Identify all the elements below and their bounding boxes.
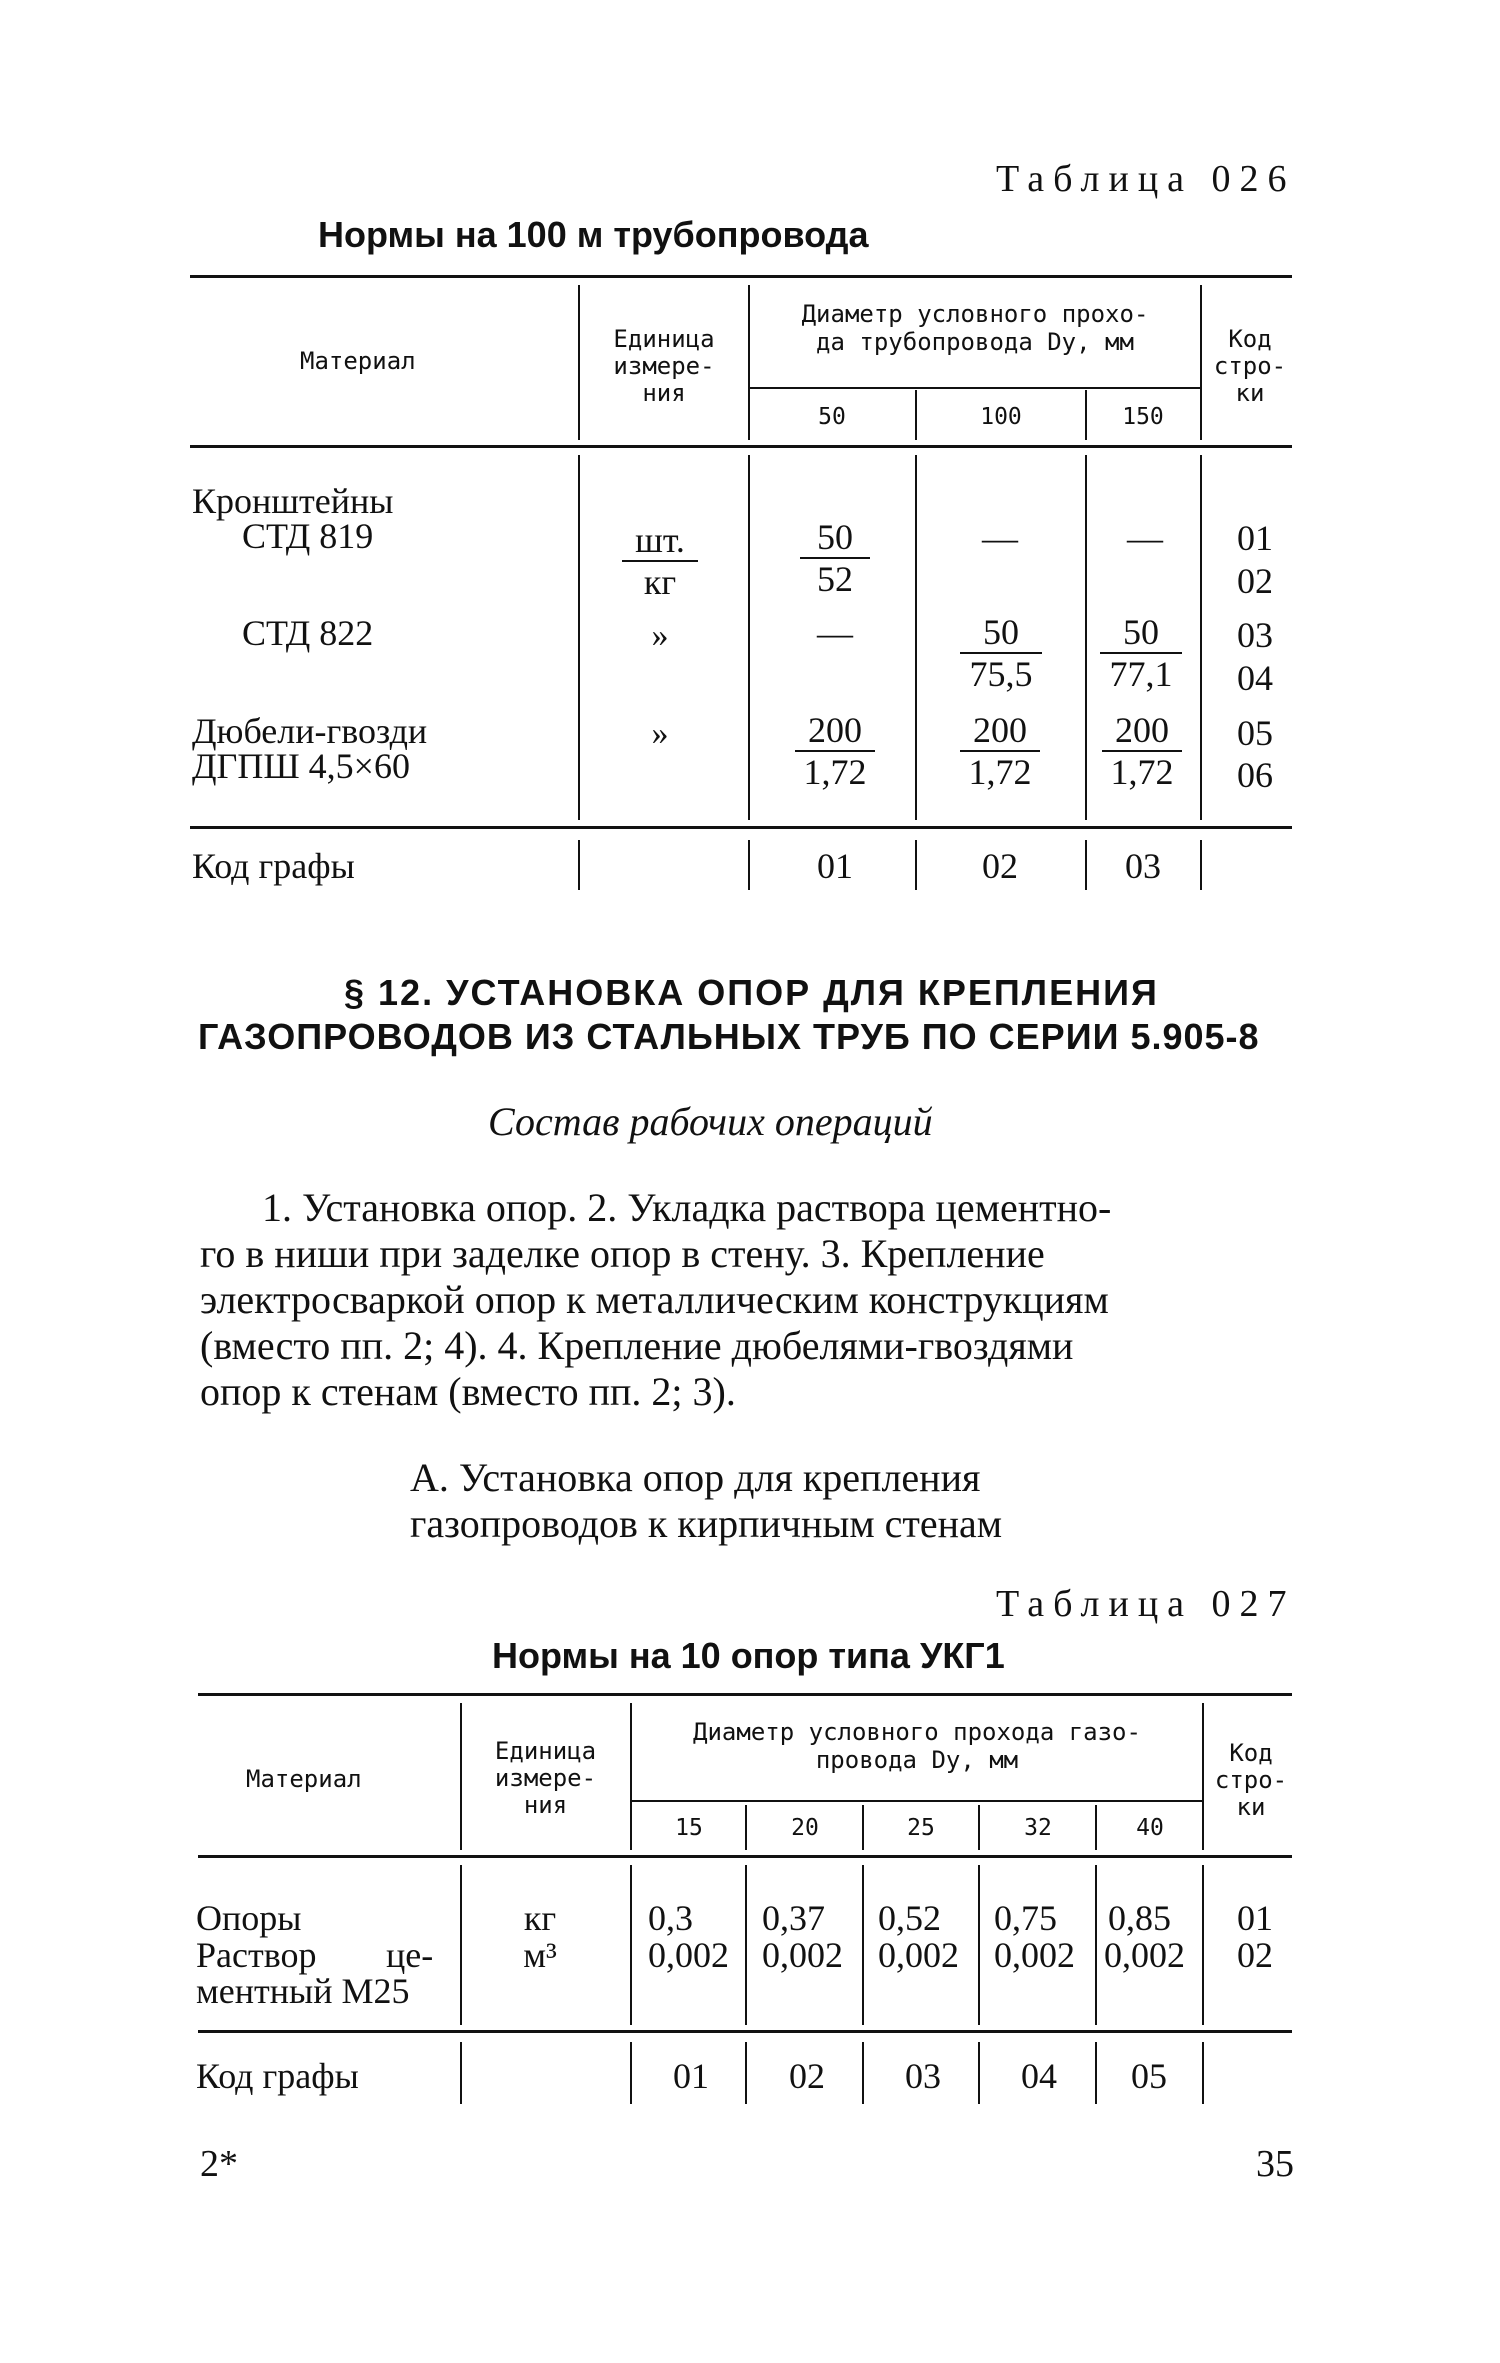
table-026-d-50: 50 <box>818 404 846 430</box>
table-cell: 0,52 <box>878 1898 941 1938</box>
value-fraction <box>960 710 1040 792</box>
table-027-vline <box>862 1805 864 1850</box>
material-brackets: Кронштейны <box>192 481 394 521</box>
table-026-d-100: 100 <box>980 404 1022 430</box>
row-code: 04 <box>1237 658 1273 698</box>
row-code: 03 <box>1237 615 1273 655</box>
table-027-diam-rule <box>630 1800 1202 1802</box>
table-026-code-header <box>1205 326 1295 407</box>
table-027-d-20: 20 <box>791 1815 819 1841</box>
table-027-vline <box>1202 2042 1204 2104</box>
unit-header-line: ния <box>523 1791 568 1819</box>
table-027-top-rule <box>198 1693 1292 1696</box>
subsection-line: А. Установка опор для крепления <box>410 1455 981 1500</box>
table-026-top-rule <box>190 275 1292 278</box>
table-cell: — <box>1127 518 1163 558</box>
row-code: 02 <box>1237 1935 1273 1975</box>
material-std-819: СТД 819 <box>242 516 374 556</box>
table-027-vline <box>745 2042 747 2104</box>
table-027-material-header: Материал <box>246 1765 362 1793</box>
row-code: 01 <box>1237 518 1273 558</box>
table-026-label: Таблица 026 <box>996 158 1296 200</box>
table-027-vline <box>1095 1865 1097 2025</box>
section-heading-line-1: § 12. УСТАНОВКА ОПОР ДЛЯ КРЕПЛЕНИЯ <box>344 972 1159 1013</box>
table-026-d-150: 150 <box>1122 404 1164 430</box>
signature-mark: 2* <box>200 2143 238 2185</box>
table-026-vline <box>915 390 917 440</box>
value-fraction <box>960 612 1042 694</box>
section-heading-line-2: ГАЗОПРОВОДОВ ИЗ СТАЛЬНЫХ ТРУБ ПО СЕРИИ 5.905-8 <box>198 1016 1260 1057</box>
page-number: 35 <box>1256 2143 1294 2185</box>
table-cell: 50 <box>1100 612 1182 654</box>
table-027-vline <box>745 1865 747 2025</box>
material-std-822: СТД 822 <box>242 613 374 653</box>
table-027-vline <box>460 1865 462 2025</box>
table-cell: 0,37 <box>762 1898 825 1938</box>
row-code: 01 <box>1237 1898 1273 1938</box>
table-cell: 1,72 <box>1110 752 1174 792</box>
table-026-vline <box>578 840 580 890</box>
column-code: 03 <box>1125 846 1161 886</box>
column-code: 03 <box>905 2056 941 2096</box>
table-027-unit-header <box>463 1738 628 1819</box>
ditto-mark: » <box>651 715 669 752</box>
table-cell: 50 <box>800 517 870 559</box>
table-cell: 77,1 <box>1109 654 1173 694</box>
row-code: 02 <box>1237 561 1273 601</box>
table-027-d-40: 40 <box>1136 1815 1164 1841</box>
paragraph-line: опор к стенам (вместо пп. 2; 3). <box>200 1369 736 1414</box>
table-cell: 200 <box>960 710 1040 752</box>
table-cell: 0,002 <box>762 1935 843 1975</box>
table-026-material-header: Материал <box>300 347 416 375</box>
table-027-vline <box>862 1865 864 2025</box>
unit-pieces: шт. <box>622 520 698 562</box>
table-cell: 200 <box>795 710 875 752</box>
table-027-d-15: 15 <box>675 1815 703 1841</box>
row-code: 06 <box>1237 755 1273 795</box>
table-027-code-header <box>1207 1740 1295 1821</box>
unit-fraction <box>622 520 698 602</box>
column-code: 02 <box>982 846 1018 886</box>
code-header-line: ки <box>1236 1793 1266 1821</box>
table-027-body-rule <box>198 2030 1292 2033</box>
column-code: 02 <box>789 2056 825 2096</box>
table-027-vline <box>1095 1805 1097 1850</box>
material-mortar-hyphen: це- <box>386 1935 434 1975</box>
ditto-mark: » <box>651 617 669 654</box>
column-code: 04 <box>1021 2056 1057 2096</box>
table-027-vline <box>978 1805 980 1850</box>
paragraph-line: электросваркой опор к металлическим конструкциям <box>200 1277 1109 1322</box>
table-027-d-32: 32 <box>1024 1815 1052 1841</box>
table-cell: 1,72 <box>803 752 867 792</box>
table-cell: 0,002 <box>878 1935 959 1975</box>
table-027-vline <box>460 2042 462 2104</box>
diameter-header-line: да трубопровода Dу, мм <box>816 328 1134 356</box>
table-cell: 0,75 <box>994 1898 1057 1938</box>
paragraph-line: (вместо пп. 2; 4). 4. Крепление дюбелями-гвоздями <box>200 1323 1074 1368</box>
table-027-d-25: 25 <box>907 1815 935 1841</box>
material-mortar: Раствор <box>196 1935 317 1975</box>
table-cell: — <box>982 518 1018 558</box>
table-026-vline <box>1200 285 1202 440</box>
subheading-operations: Состав рабочих операций <box>488 1099 933 1144</box>
column-code: 05 <box>1131 2056 1167 2096</box>
table-cell: 0,3 <box>648 1898 693 1938</box>
table-027-diameter-header <box>634 1718 1200 1774</box>
table-cell: 200 <box>1102 710 1182 752</box>
unit-kg: кг <box>643 562 677 602</box>
table-027-vline <box>862 2042 864 2104</box>
table-027-vline <box>978 1865 980 2025</box>
unit-header-line: Единица <box>494 1737 597 1765</box>
table-026-vline <box>1085 390 1087 440</box>
material-dgpsh: ДГПШ 4,5×60 <box>192 746 410 786</box>
table-026-head-rule <box>190 445 1292 448</box>
table-026-body-rule <box>190 826 1292 829</box>
table-cell: 0,85 <box>1108 1898 1171 1938</box>
code-header-line: стро- <box>1214 1766 1288 1794</box>
table-027-vline <box>1202 1703 1204 1850</box>
code-header-line: ки <box>1235 379 1265 407</box>
table-027-title: Нормы на 10 опор типа УКГ1 <box>492 1635 1005 1676</box>
table-cell: — <box>817 613 853 653</box>
table-026-vline <box>1085 840 1087 890</box>
table-026-vline <box>748 285 750 440</box>
subsection-line: газопроводов к кирпичным стенам <box>410 1501 1003 1546</box>
table-027-footer-label: Код графы <box>196 2056 359 2096</box>
table-cell: 75,5 <box>969 654 1033 694</box>
table-026-title: Нормы на 100 м трубопровода <box>318 214 869 255</box>
value-fraction <box>1102 710 1182 792</box>
table-027-vline <box>1202 1865 1204 2025</box>
diameter-header-line: Диаметр условного прохо- <box>801 300 1149 328</box>
table-026-vline <box>578 455 580 820</box>
material-supports: Опоры <box>196 1898 302 1938</box>
table-026-vline <box>915 455 917 820</box>
material-mortar-grade: ментный М25 <box>196 1971 410 2011</box>
table-027-vline <box>630 1703 632 1850</box>
table-cell: 50 <box>960 612 1042 654</box>
paragraph-line: го в ниши при заделке опор в стену. 3. Крепление <box>200 1231 1045 1276</box>
table-027-vline <box>460 1703 462 1850</box>
table-027-head-rule <box>198 1855 1292 1858</box>
row-code: 05 <box>1237 713 1273 753</box>
paragraph-line: 1. Установка опор. 2. Укладка раствора цементно- <box>262 1185 1112 1230</box>
table-026-vline <box>1200 455 1202 820</box>
unit-header-line: Единица <box>613 325 715 353</box>
table-027-vline <box>745 1805 747 1850</box>
table-026-vline <box>578 285 580 440</box>
table-026-vline <box>1200 840 1202 890</box>
value-fraction <box>800 517 870 599</box>
table-cell: 52 <box>817 559 853 599</box>
material-dowels: Дюбели-гвозди <box>192 711 428 751</box>
table-027-label: Таблица 027 <box>996 1583 1296 1625</box>
table-026-diameter-header <box>752 300 1198 356</box>
code-header-line: стро- <box>1213 352 1287 380</box>
table-cell: 0,002 <box>994 1935 1075 1975</box>
table-026-diam-rule <box>748 387 1200 389</box>
column-code: 01 <box>673 2056 709 2096</box>
column-code: 01 <box>817 846 853 886</box>
value-fraction <box>1100 612 1182 694</box>
unit-header-line: измере- <box>613 352 715 380</box>
table-026-unit-header <box>582 326 746 407</box>
table-027-vline <box>630 2042 632 2104</box>
table-cell: 0,002 <box>648 1935 729 1975</box>
unit-header-line: ния <box>642 379 686 407</box>
code-header-line: Код <box>1229 1739 1273 1767</box>
diameter-header-line: провода Dу, мм <box>815 1746 1019 1774</box>
table-cell: 1,72 <box>968 752 1032 792</box>
table-027-vline <box>978 2042 980 2104</box>
unit-kg: кг <box>523 1898 557 1938</box>
table-026-footer-label: Код графы <box>192 846 355 886</box>
table-026-vline <box>1085 455 1087 820</box>
diameter-header-line: Диаметр условного прохода газо- <box>693 1718 1141 1746</box>
unit-m3: м³ <box>523 1935 557 1975</box>
subsection-heading <box>410 1455 1002 1547</box>
code-header-line: Код <box>1228 325 1272 353</box>
table-027-vline <box>1095 2042 1097 2104</box>
unit-header-line: измере- <box>494 1764 597 1792</box>
value-fraction <box>795 710 875 792</box>
table-026-vline <box>748 455 750 820</box>
operations-paragraph <box>200 1185 1111 1415</box>
table-027-vline <box>630 1865 632 2025</box>
table-026-vline <box>915 840 917 890</box>
table-026-vline <box>748 840 750 890</box>
table-cell: 0,002 <box>1104 1935 1185 1975</box>
